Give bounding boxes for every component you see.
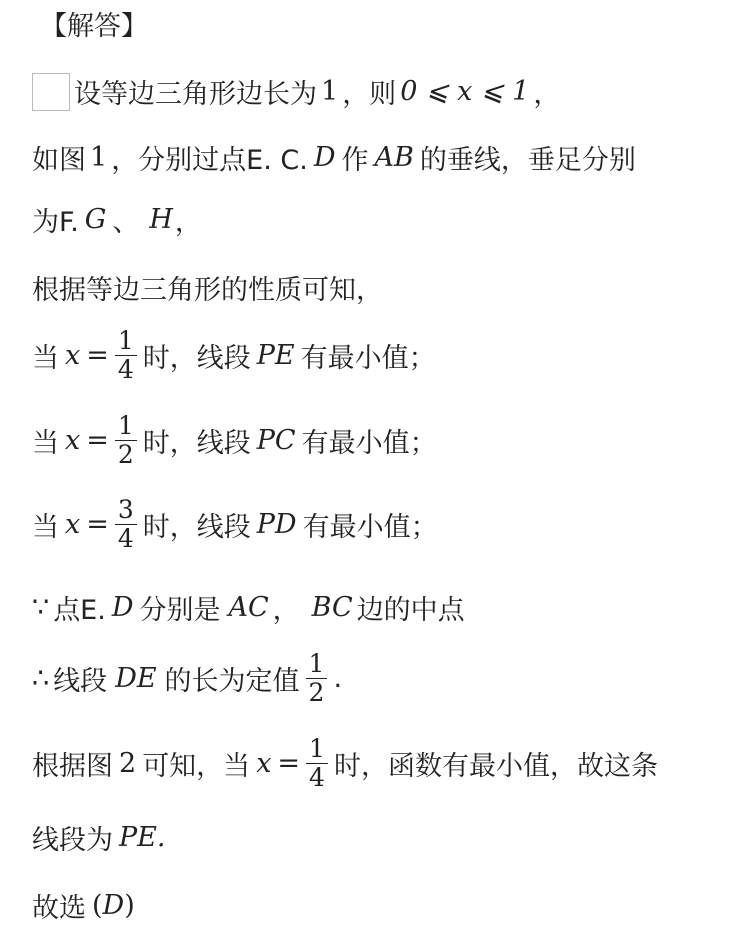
text: 有最小值； bbox=[300, 343, 436, 375]
number: 1 bbox=[321, 76, 339, 107]
line-feet bbox=[32, 200, 202, 239]
text: ，则 bbox=[342, 79, 397, 110]
figure-number: 2 bbox=[119, 748, 137, 780]
text: 边的中点 bbox=[356, 595, 465, 626]
segment-label: AB bbox=[374, 142, 414, 173]
numerator: 1 bbox=[306, 736, 328, 764]
figure-number: 1 bbox=[90, 142, 108, 173]
line-choice bbox=[32, 886, 135, 925]
text: 分别是 bbox=[139, 595, 221, 626]
because-symbol: ∵ bbox=[32, 592, 50, 623]
segment-label: PE bbox=[256, 340, 295, 372]
line-conclusion bbox=[32, 818, 171, 857]
numerator: 1 bbox=[115, 413, 137, 441]
point-label: D bbox=[111, 592, 134, 623]
text: 、 bbox=[112, 207, 140, 238]
line-figure-2 bbox=[32, 736, 658, 792]
text: 时，函数有最小值，故这条 bbox=[333, 751, 658, 783]
blank-box bbox=[32, 73, 70, 111]
denominator: 4 bbox=[309, 763, 325, 793]
case-3 bbox=[32, 497, 438, 553]
answer-choice: D bbox=[102, 890, 125, 921]
variable: x bbox=[65, 340, 81, 372]
text: ， bbox=[272, 595, 300, 626]
text: 有最小值； bbox=[302, 512, 438, 544]
segment-label: BC bbox=[311, 592, 353, 623]
answer-header-text: 【解答】 bbox=[40, 11, 148, 42]
segment-label: PD bbox=[256, 509, 297, 541]
denominator: 2 bbox=[117, 440, 134, 470]
fraction bbox=[115, 497, 137, 553]
text: 的垂线，垂足分别 bbox=[419, 145, 636, 176]
denominator: 2 bbox=[308, 678, 325, 708]
denominator: 4 bbox=[117, 355, 134, 385]
case-1 bbox=[32, 328, 436, 384]
text: 根据等边三角形的性质可知， bbox=[32, 275, 383, 306]
text: 时，线段 bbox=[142, 343, 251, 375]
therefore-symbol: ∴ bbox=[32, 663, 50, 695]
text: 为F. bbox=[32, 207, 79, 238]
line-therefore bbox=[32, 651, 342, 707]
variable: x bbox=[65, 425, 81, 457]
segment-label: AC bbox=[228, 592, 269, 623]
text: 时，线段 bbox=[142, 512, 251, 544]
text: ， bbox=[174, 207, 202, 238]
paren: ( bbox=[92, 890, 103, 921]
line-because bbox=[32, 588, 465, 627]
segment-label: DE bbox=[115, 663, 157, 695]
text: . bbox=[333, 663, 343, 695]
text: 当 bbox=[32, 428, 59, 460]
numerator: 1 bbox=[115, 328, 137, 356]
equals-sign: = bbox=[86, 509, 109, 541]
text: 可知，当 bbox=[142, 751, 251, 783]
equals-sign: = bbox=[277, 748, 301, 780]
segment-label: PC bbox=[256, 425, 296, 457]
variable: x bbox=[65, 509, 81, 541]
inequality: 0 ⩽ x ⩽ 1 bbox=[400, 76, 530, 107]
text: 当 bbox=[32, 343, 59, 375]
numerator: 3 bbox=[115, 497, 137, 525]
case-2 bbox=[32, 413, 437, 469]
text: 有最小值； bbox=[301, 428, 437, 460]
text: 如图 bbox=[32, 145, 86, 176]
fraction bbox=[306, 736, 328, 792]
segment-label: PE. bbox=[119, 822, 166, 853]
text: 设等边三角形边长为 bbox=[74, 79, 317, 110]
text: ， bbox=[533, 79, 561, 110]
variable: x bbox=[256, 748, 272, 780]
line-property bbox=[32, 268, 383, 307]
paren: ) bbox=[124, 890, 135, 921]
equals-sign: = bbox=[86, 425, 109, 457]
text: 当 bbox=[32, 512, 59, 544]
line-perpendiculars bbox=[32, 138, 636, 177]
text: ，分别过点E. C. bbox=[111, 145, 308, 176]
denominator: 4 bbox=[117, 524, 134, 554]
point-label: H bbox=[149, 204, 173, 235]
point-label: D bbox=[313, 142, 336, 173]
text: 的长为定值 bbox=[164, 666, 300, 698]
text: 时，线段 bbox=[142, 428, 251, 460]
text: 故选 bbox=[32, 893, 86, 924]
text: 根据图 bbox=[32, 751, 113, 783]
fraction bbox=[306, 651, 328, 707]
text: 作 bbox=[341, 145, 369, 176]
text: 线段为 bbox=[32, 825, 113, 856]
numerator: 1 bbox=[306, 651, 328, 679]
fraction bbox=[115, 328, 137, 384]
text: 线段 bbox=[53, 666, 108, 698]
text: 点E. bbox=[53, 595, 106, 626]
equals-sign: = bbox=[86, 340, 109, 372]
line-side-length bbox=[32, 72, 560, 111]
point-label: G bbox=[84, 204, 107, 235]
answer-header bbox=[40, 4, 148, 43]
fraction bbox=[115, 413, 137, 469]
